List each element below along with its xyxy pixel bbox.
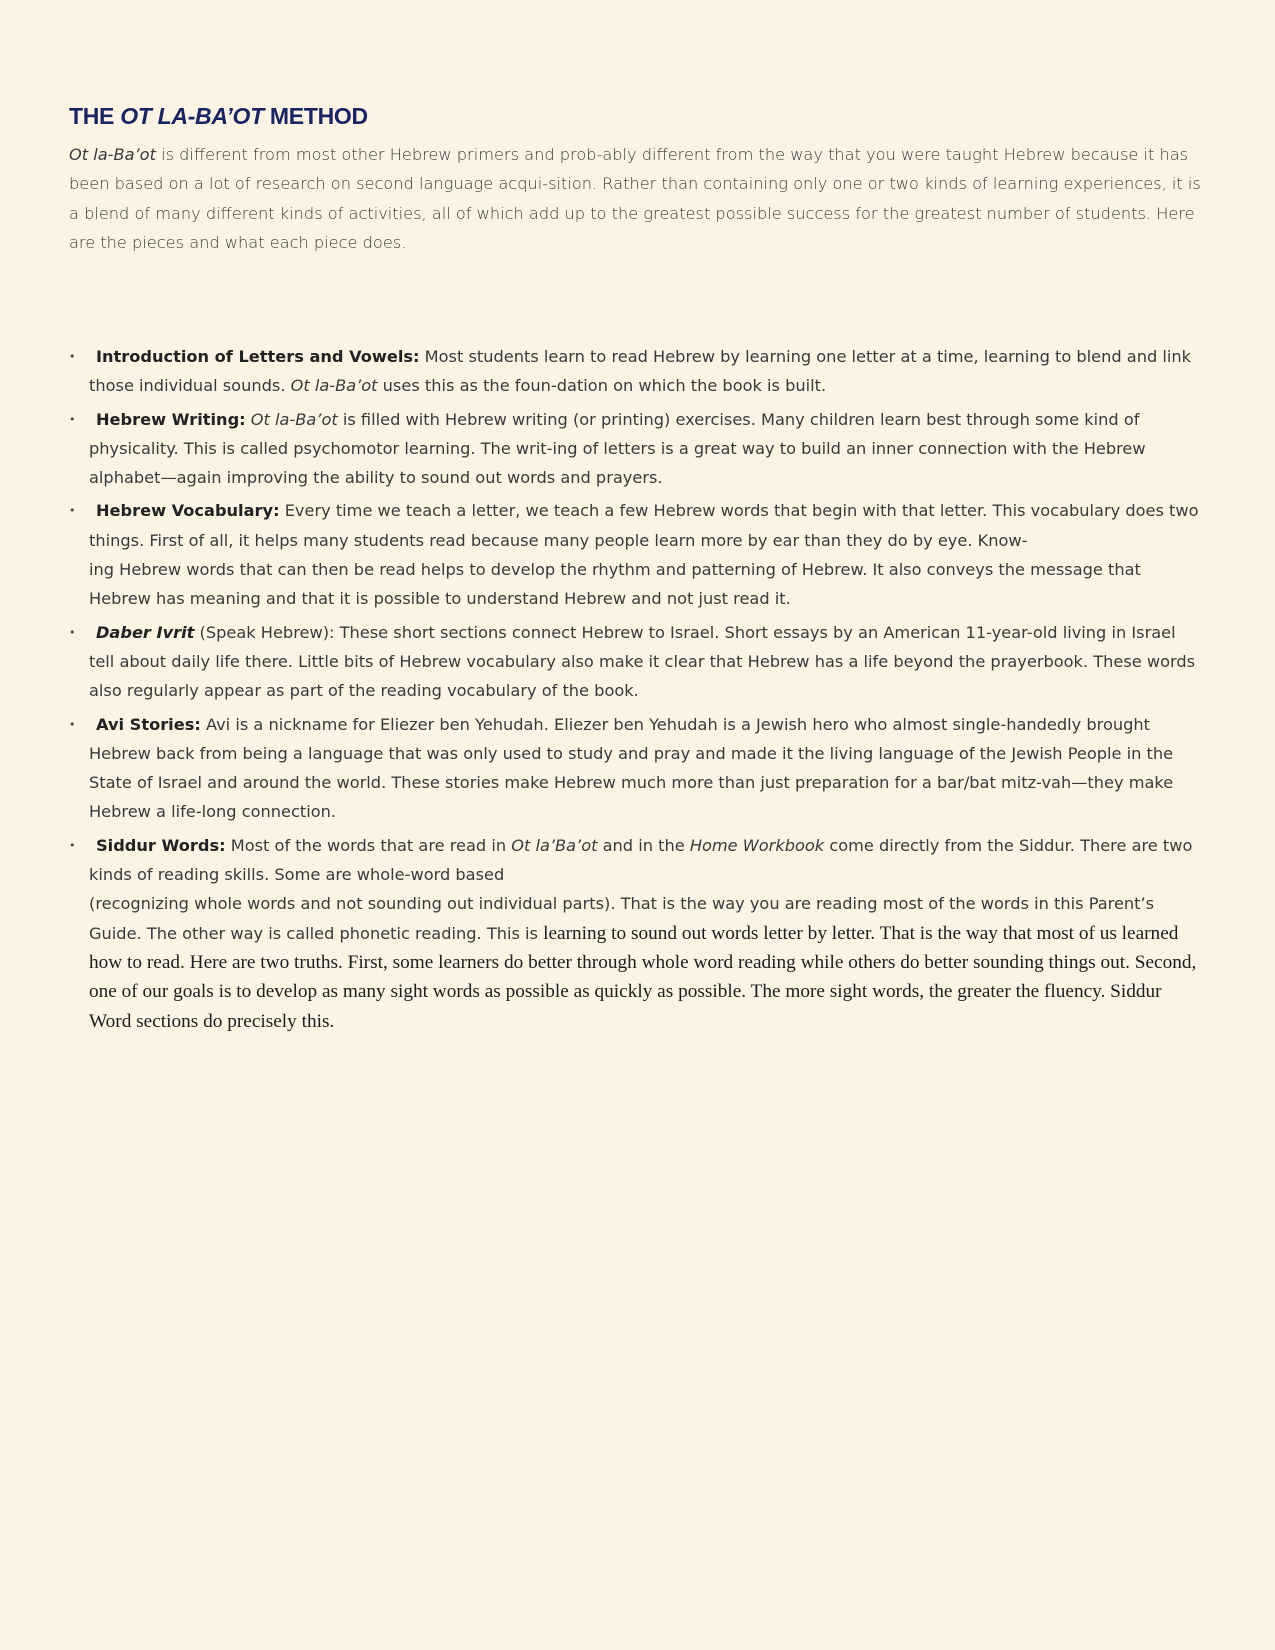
bullet-icon: • <box>69 625 76 639</box>
list-item-text: Most students learn to read Hebrew by learning one letter at a time, learning to blend and link those individual sounds. <box>89 347 1192 396</box>
list-item-title: Introduction of Letters and Vowels: <box>96 347 420 366</box>
list-item-serif-text: learning to sound out words letter by letter. That is the way that most of us learned how to read. Here are two truths. First, some learners do better through whole word reading while others do better sounding things out. Second, one of our goals is to develop as many sight words as possible as quickly as possible. The more sight words, the greater the fluency. Siddur Word sections do precisely this. <box>89 922 1197 1032</box>
heading-prefix: THE <box>69 103 121 129</box>
list-item-text: uses this as the foun-dation on which the book is built. <box>377 376 827 396</box>
list-item-hebrew-writing <box>69 405 1204 493</box>
bullet-icon: • <box>69 412 76 426</box>
heading-italic: OT LA-BA’OT <box>120 103 264 129</box>
bullet-icon: • <box>69 838 76 852</box>
intro-text: is different from most other Hebrew primers and prob-ably different from the way that you were taught Hebrew because it has been based on a lot of research on second language acqui-sition. Rather than containing only one or two kinds of learning experiences, it is a blend of many different kinds of activities, all of which add up to the greatest possible success for the greatest number of students. Here are the pieces and what each piece does. <box>69 145 1201 252</box>
method-pieces-list <box>69 342 1204 1040</box>
list-item-text <box>89 889 1204 1035</box>
list-item-daber-ivrit <box>69 618 1204 706</box>
list-item-text: come directly from the Siddur. There are two kinds of reading skills. Some are whole-word based <box>89 835 1193 885</box>
list-item-text: and in the <box>597 835 690 855</box>
list-item-letters-vowels <box>69 342 1204 401</box>
list-item-hebrew-vocabulary <box>69 496 1204 613</box>
document-page <box>69 101 1204 1032</box>
list-item-italic: Ot la-Ba’ot <box>290 376 378 396</box>
list-item-title: Siddur Words: <box>96 835 226 855</box>
list-item-text: ing Hebrew words that can then be read helps to develop the rhythm and patterning of Hebrew. It also conveys the message that Hebrew has meaning and that it is possible to understand Hebrew and not just read it. <box>89 560 1141 609</box>
list-item-text: Every time we teach a letter, we teach a few Hebrew words that begin with that letter. This vocabulary does two things. First of all, it helps many students read because many people learn more by ear than they do by eye. Know- <box>89 501 1199 550</box>
list-item-text: is filled with Hebrew writing (or printing) exercises. Many children learn best through some kind of physicality. This is called psychomotor learning. The writ-ing of letters is a great way to build an inner connection with the Hebrew alphabet—again improving the ability to sound out words and prayers. <box>89 409 1146 488</box>
bullet-icon: • <box>69 350 76 363</box>
list-item-text: Avi is a nickname for Eliezer ben Yehudah. Eliezer ben Yehudah is a Jewish hero who almost single-handedly brought Hebrew back from being a language that was only used to study and pray and made it the living language of the Jewish People in the State of Israel and around the world. These stories make Hebrew much more than just preparation for a bar/bat mitz-vah—they make Hebrew a life-long connection. <box>89 714 1174 822</box>
list-item-avi-stories <box>69 710 1204 827</box>
intro-italic-lead: Ot la-Ba’ot <box>69 145 156 164</box>
list-item-title: Hebrew Writing: <box>96 409 246 429</box>
bullet-icon: • <box>69 717 76 731</box>
list-item-text-part: (recognizing whole words and not sounding out individual parts). That is the way you are reading most of the words in this Parent’s Guide. The other way is called phonetic reading. This is <box>89 894 1155 943</box>
list-item-italic: Home Workbook <box>689 835 825 855</box>
bullet-icon: • <box>69 504 76 518</box>
list-item-title: Avi Stories: <box>96 714 201 734</box>
list-item-title: Hebrew Vocabulary: <box>96 501 280 521</box>
list-item-text: Most of the words that are read in <box>225 835 512 855</box>
intro-paragraph <box>69 140 1204 257</box>
list-item-italic: Ot la’Ba’ot <box>511 835 598 855</box>
heading-suffix: METHOD <box>263 103 368 129</box>
list-item-text: (Speak Hebrew): These short sections connect Hebrew to Israel. Short essays by an American 11-year-old living in Israel tell about daily life there. Little bits of Hebrew vocabulary also make it clear that Hebrew has a life beyond the prayerbook. These words also regularly appear as part of the reading vocabulary of the book. <box>89 622 1196 701</box>
list-item-siddur-words <box>69 831 1204 1036</box>
section-heading <box>69 101 1204 131</box>
list-item-title: Daber Ivrit <box>96 622 195 642</box>
list-item-italic: Ot la-Ba’ot <box>245 409 338 429</box>
